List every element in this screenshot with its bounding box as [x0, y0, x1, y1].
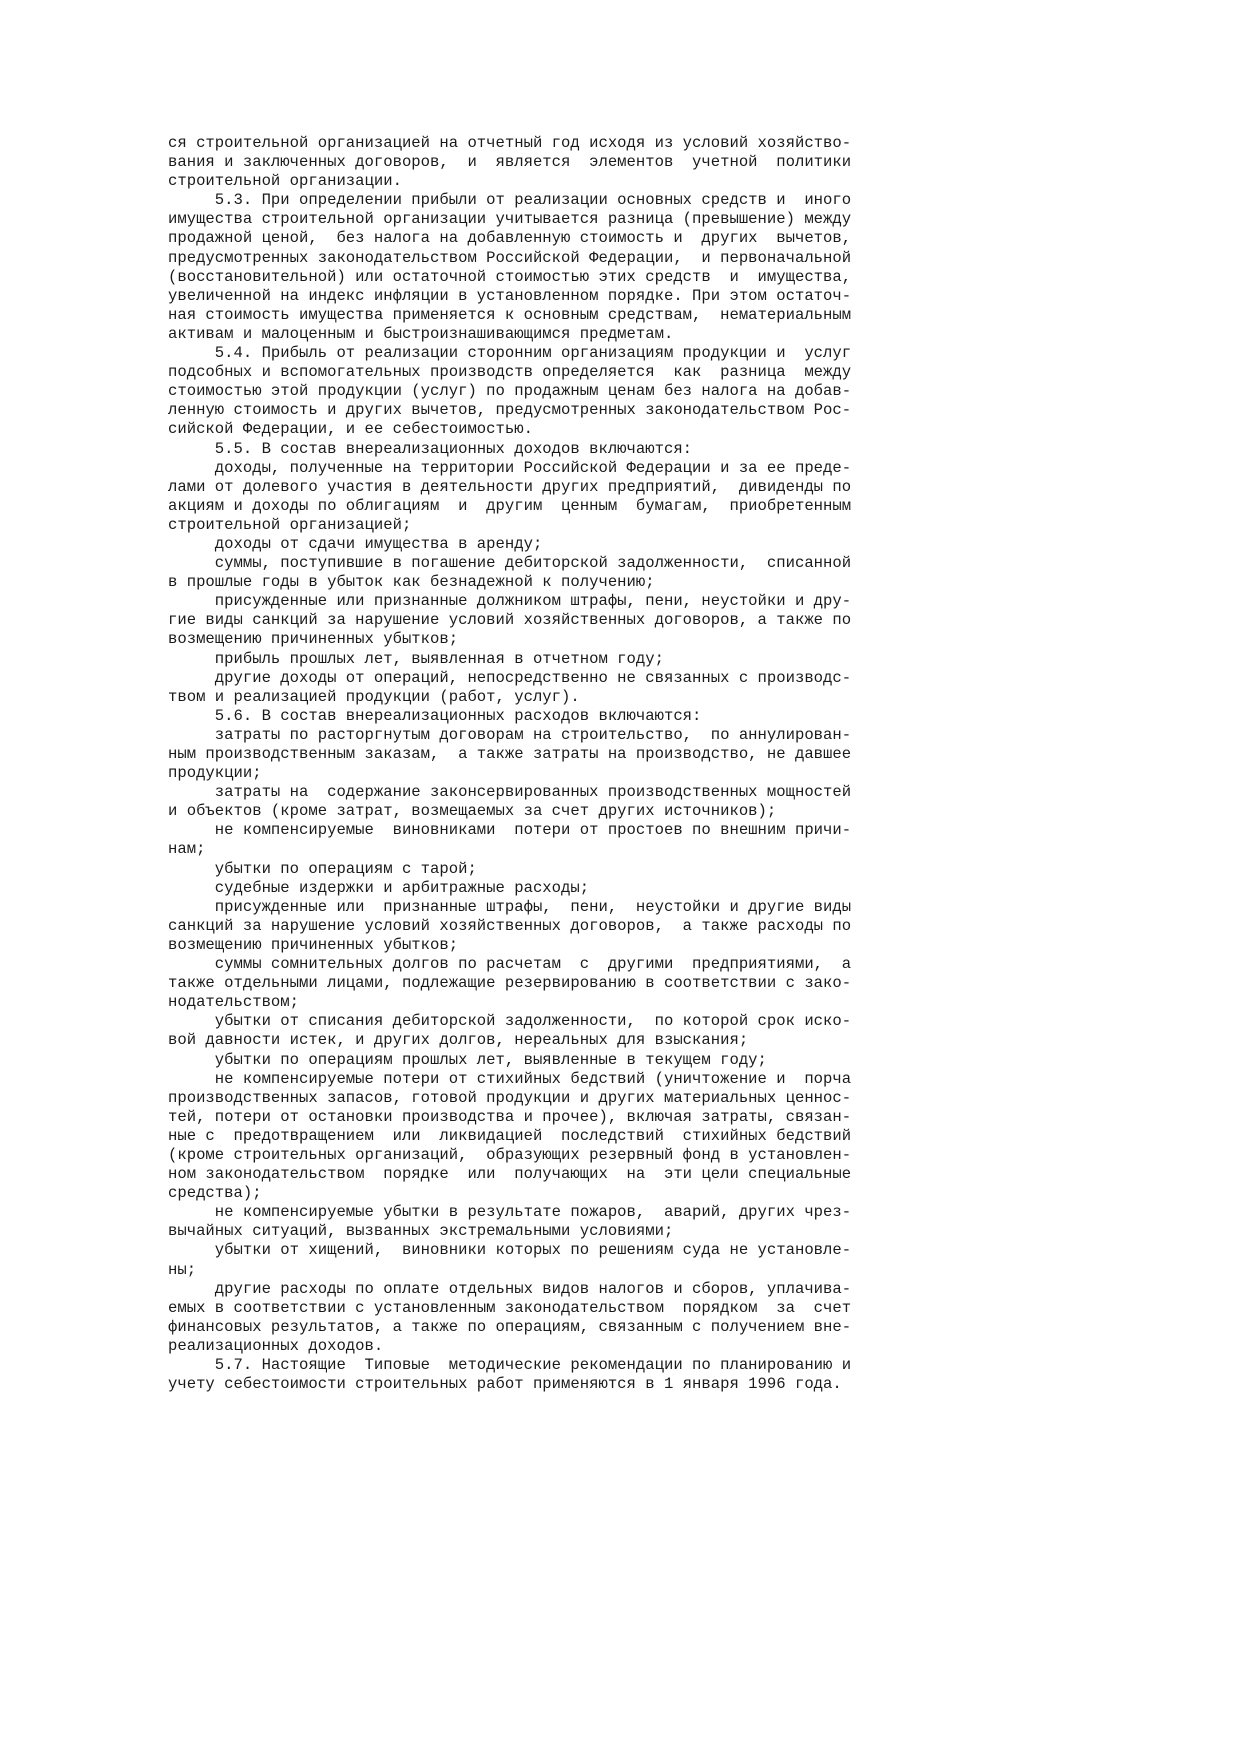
document-body-text: ся строительной организацией на отчетный год исходя из условий хозяйство- вания и заключенных договоров, и является элементов учетной политики строительной организации. 5.3. При определении прибыли от реализации основных средств и иного имущества строительной организации учитывается разница (превышение) между продажной ценой, без налога на добавленную стоимость и других вычетов, предусмотренных законодательством Российской Федерации, и первоначальной (восстановительной) или остаточной стоимостью этих средств и имущества, увеличенной на индекс инфляции в установленном порядке. При этом остаточ- ная стоимость имущества применяется к основным средствам, нематериальным активам и малоценным и быстроизнашивающимся предметам. 5.4. Прибыль от реализации сторонним организациям продукции и услуг подсобных и вспомогательных производств определяется как разница между стоимостью этой продукции (услуг) по продажным ценам без налога на добав- ленную стоимость и других вычетов, предусмотренных законодательством Рос- сийской Федерации, и ее себестоимостью. 5.5. В состав внереализационных доходов включаются: доходы, полученные на территории Российской Федерации и за ее преде- лами от долевого участия в деятельности других предприятий, дивиденды по акциям и доходы по облигациям и другим ценным бумагам, приобретенным строительной организацией; доходы от сдачи имущества в аренду; суммы, поступившие в погашение дебиторской задолженности, списанной в прошлые годы в убыток как безнадежной к получению; присужденные или признанные должником штрафы, пени, неустойки и дру- гие виды санкций за нарушение условий хозяйственных договоров, а также по возмещению причиненных убытков; прибыль прошлых лет, выявленная в отчетном году; другие доходы от операций, непосредственно не связанных с производс- твом и реализацией продукции (работ, услуг). 5.6. В состав внереализационных расходов включаются: затраты по расторгнутым договорам на строительство, по аннулирован- ным производственным заказам, а также затраты на производство, не давшее продукции; затраты на содержание законсервированных производственных мощностей и объектов (кроме затрат, возмещаемых за счет других источников); не компенсируемые виновниками потери от простоев по внешним причи- нам; убытки по операциям с тарой; судебные издержки и арбитражные расходы; присужденные или признанные штрафы, пени, неустойки и другие виды санкций за нарушение условий хозяйственных договоров, а также расходы по возмещению причиненных убытков; суммы сомнительных долгов по расчетам с другими предприятиями, а также отдельными лицами, подлежащие резервированию в соответствии с зако- нодательством; убытки от списания дебиторской задолженности, по которой срок иско- вой давности истек, и других долгов, нереальных для взыскания; убытки по операциям прошлых лет, выявленные в текущем году; не компенсируемые потери от стихийных бедствий (уничтожение и порча производственных запасов, готовой продукции и других материальных ценнос- тей, потери от остановки производства и прочее), включая затраты, связан- ные с предотвращением или ликвидацией последствий стихийных бедствий (кроме строительных организаций, образующих резервный фонд в установлен- ном законодательством порядке или получающих на эти цели специальные средства); не компенсируемые убытки в результате пожаров, аварий, других чрез- вычайных ситуаций, вызванных экстремальными условиями; убытки от хищений, виновники которых по решениям суда не установле- ны; другие расходы по оплате отдельных видов налогов и сборов, уплачива- емых в соответствии с установленным законодательством порядком за счет финансовых результатов, а также по операциям, связанным с получением вне- реализационных доходов. 5.7. Настоящие Типовые методические рекомендации по планированию и учету себестоимости строительных работ применяются в 1 января 1996 года. — [168, 134, 852, 1394]
